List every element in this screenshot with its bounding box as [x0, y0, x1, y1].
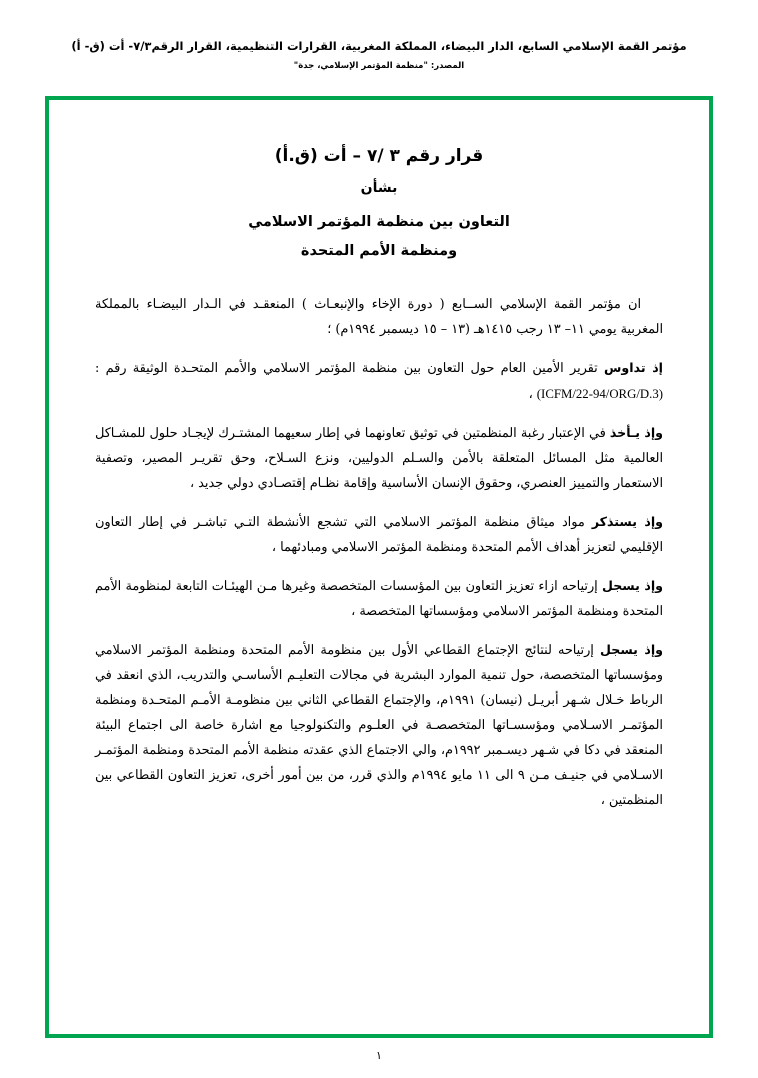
- resolution-body: [95, 293, 663, 813]
- paragraph-text-3: مواد ميثاق منظمة المؤتمر الاسلامي التي تشجع الأنشطة التـي تباشـر في إطار التعاون الإقليمي لتعزيز أهداف الأمم المتحدة ومنظمة المؤتمر الاسلامي ومبادئهما ،: [95, 515, 663, 555]
- paragraph-text-1: تقرير الأمين العام حول التعاون بين منظمة المؤتمر الاسلامي والأمم المتحـدة الوثيقة رقم :: [95, 361, 605, 377]
- frame-content: [49, 100, 709, 1034]
- paragraph-text-5: إرتياحه لنتائج الإجتماع القطاعي الأول بين منظومة الأمم المتحدة ومنظمة المؤتمر الاسلامي ومؤسساتها المتخصصة، حول تنمية الموارد البشرية في مجالات التعليـم الأساسـي والتدريب، الذي انعقد في الرباط خـلال شـهر أبريـل (نيسان) ١٩٩١م، والإجتماع القطاعي الثاني بين منظومـة الأمـم المتحـدة ومنظمة المؤتمـر الاسـلامي ومؤسسـاتها المتخصصـة في العلـوم والتكنولوجيا مع اشارة خاصة الى اجتماع البيئة المنعقد في دكا في شـهر ديسـمبر ١٩٩٢م، والي الاجتماع الذي عقدته منظمة الأمم المتحدة ومنظمة المؤتمـر الاسـلامي في جنيـف مـن ٩ الى ١١ مايو ١٩٩٤م والذي قرر، من بين أمور أخرى، تعزيز التعاون القطاعي بين المنظمتين ،: [95, 642, 663, 808]
- paragraph-tail-1: ،: [528, 387, 537, 403]
- paragraph-recalling: [95, 510, 663, 561]
- resolution-title-line-2: ومنظمة الأمم المتحدة: [300, 243, 458, 260]
- document-reference-code: (ICFM/22-94/ORG/D.3): [536, 387, 663, 402]
- document-header: [0, 38, 758, 71]
- paragraph-noting-with-satisfaction-1: [95, 574, 663, 625]
- paragraph-lead-in-4: وإذ يسجل: [601, 577, 663, 593]
- paragraph-preamble: ان مؤتمر القمة الإسلامي الســابع ( دورة الإخاء والإنبعـاث ) المنعقـد في الـدار البيضـاء بالمملكة المغربية يومي ١١– ١٣ رجب ١٤١٥هـ (١٣ – ١٥ ديسمبر ١٩٩٤م) ؛: [95, 297, 663, 338]
- paragraph-lead-in-5: وإذ يسجل: [600, 641, 663, 657]
- resolution-number-title: قرار رقم ٣ /٧ – أت (ق.أ): [274, 146, 484, 166]
- resolution-title-block: [95, 146, 663, 263]
- paragraph-text-4: إرتياحه ازاء تعزيز التعاون بين المؤسسات المتخصصة وغيرها مـن الهيئـات التابعة لمنظومة الأمم المتحدة ومنظمة المؤتمر الاسلامي ومؤسساتها المتخصصة ،: [95, 578, 663, 619]
- green-border-frame: [45, 96, 713, 1038]
- paragraph-lead-in-3: وإذ يستذكر: [591, 514, 663, 530]
- resolution-title-line-1: التعاون بين منظمة المؤتمر الاسلامي: [248, 214, 510, 230]
- paragraph-lead-in-1: إذ تداوس: [604, 360, 663, 376]
- paragraph-having-considered: [95, 356, 663, 408]
- resolution-subject-label: بشأن: [360, 180, 398, 196]
- paragraph-taking-into-account: [95, 421, 663, 497]
- paragraph-lead-in-2: وإذ يـأخذ: [609, 425, 664, 441]
- paragraph-noting-with-satisfaction-2: [95, 638, 663, 814]
- header-source-line: المصدر: "منظمة المؤتمر الإسلامي، جدة": [293, 61, 465, 72]
- paragraph-text-2: في الإعتبار رغبة المنظمتين في توثيق تعاونهما في إطار سعيهما المشتـرك لإيجـاد حلول للمشـاكل العالمية مثل المسائل المتعلقة بالأمن والسـلم الدوليين، ونزع السـلاح، وحق تقريـر المصير، وتصفية الاستعمار والتمييز العنصري، وحقوق الإنسان الأساسية وإقامة نظـام إقتصـادي دولي جديد ،: [95, 426, 663, 492]
- page-number: ١: [376, 1049, 382, 1062]
- header-citation-line: مؤتمر القمة الإسلامي السابع، الدار البيضاء، المملكة المغربية، القرارات التنظيمية، القرار الرقم٧/٣- أت (ق- أ): [71, 39, 687, 53]
